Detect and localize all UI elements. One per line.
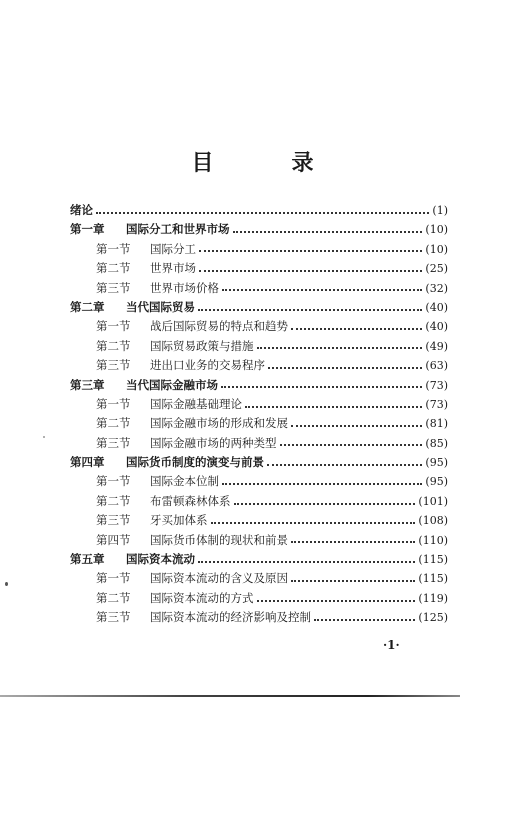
dot-leader <box>233 231 423 233</box>
toc-entry-title: 布雷顿森林体系 <box>150 493 231 508</box>
toc-entry-title: 国际资本流动的方式 <box>150 590 254 605</box>
toc-page-number: (95) <box>425 475 448 489</box>
toc-entry-number: 第一节 <box>96 319 131 334</box>
toc-page-number: (81) <box>425 417 448 431</box>
toc-page-number: (1) <box>432 204 448 217</box>
toc-entry-number: 第一节 <box>96 241 131 256</box>
dot-leader <box>234 503 416 505</box>
toc-entry-title: 国际资本流动的经济影响及控制 <box>150 610 311 625</box>
toc-section-row <box>70 317 448 336</box>
toc-page-number: (115) <box>418 553 448 567</box>
toc-entry-title: 国际金融市场的形成和发展 <box>150 416 288 431</box>
toc-entry-title: 当代国际贸易 <box>126 299 195 314</box>
dot-leader <box>222 483 422 485</box>
toc-entry-title: 国际资本流动 <box>126 552 195 567</box>
toc-page-number: (40) <box>425 300 448 314</box>
table-of-contents <box>70 201 448 628</box>
dot-leader <box>291 541 415 543</box>
toc-section-row <box>70 414 448 433</box>
toc-entry-title: 国际分工 <box>150 241 196 256</box>
page-bottom-rule <box>0 695 460 697</box>
toc-entry-number: 第二节 <box>96 416 131 431</box>
dot-leader <box>291 425 422 427</box>
toc-entry-number: 第一节 <box>96 396 131 411</box>
toc-entry-title: 国际金融基础理论 <box>150 396 242 411</box>
toc-entry-number: 第三节 <box>96 513 131 528</box>
toc-entry-number: 第二节 <box>96 493 131 508</box>
dot-leader <box>96 212 429 214</box>
toc-entry-number: 第四节 <box>96 532 131 547</box>
toc-title: 目 录 <box>191 151 342 176</box>
toc-entry-number: 第一章 <box>70 222 105 237</box>
toc-entry-title: 进出口业务的交易程序 <box>150 358 265 373</box>
toc-section-row <box>70 608 448 627</box>
toc-page-number: (95) <box>425 456 448 470</box>
toc-section-row <box>70 395 448 414</box>
toc-entry-title: 世界市场价格 <box>150 280 219 295</box>
dot-leader <box>267 464 422 466</box>
toc-page-number: (73) <box>425 397 448 411</box>
toc-entry-title: 国际分工和世界市场 <box>126 222 230 237</box>
toc-section-row <box>70 589 448 608</box>
toc-section-row <box>70 472 448 491</box>
toc-page-number: (10) <box>425 223 448 237</box>
toc-entry-number: 第三节 <box>96 280 131 295</box>
toc-section-row <box>70 337 448 356</box>
toc-entry-title: 国际资本流动的含义及原因 <box>150 571 288 586</box>
toc-chapter-row <box>70 201 448 220</box>
toc-entry-number: 第三节 <box>96 435 131 450</box>
toc-section-row <box>70 531 448 550</box>
toc-chapter-row <box>70 550 448 569</box>
toc-entry-title: 国际金融市场的两种类型 <box>150 435 277 450</box>
toc-page-number: (125) <box>418 611 448 625</box>
toc-entry-title: 当代国际金融市场 <box>126 377 218 392</box>
toc-entry-number: 第一节 <box>96 571 131 586</box>
dot-leader <box>199 270 422 272</box>
toc-entry-number: 第三章 <box>70 377 105 392</box>
toc-section-row <box>70 240 448 259</box>
toc-page-number: (63) <box>425 359 448 373</box>
toc-entry-title: 绪论 <box>70 203 93 217</box>
toc-page-number: (49) <box>425 339 448 353</box>
toc-page-number: (40) <box>425 320 448 334</box>
dot-leader <box>291 328 422 330</box>
toc-entry-number: 第二章 <box>70 299 105 314</box>
toc-entry-number: 第四章 <box>70 455 105 470</box>
toc-chapter-row <box>70 453 448 472</box>
toc-entry-title: 牙买加体系 <box>150 513 208 528</box>
toc-section-row <box>70 569 448 588</box>
scan-speck <box>5 582 8 586</box>
toc-entry-number: 第五章 <box>70 552 105 567</box>
dot-leader <box>280 444 423 446</box>
toc-entry-title: 世界市场 <box>150 261 196 276</box>
dot-leader <box>268 367 422 369</box>
toc-entry-title: 国际贸易政策与措施 <box>150 338 254 353</box>
toc-entry-title: 战后国际贸易的特点和趋势 <box>150 319 288 334</box>
dot-leader <box>291 580 415 582</box>
toc-entry-number: 第一节 <box>96 474 131 489</box>
dot-leader <box>257 347 423 349</box>
toc-entry-title: 国际金本位制 <box>150 474 219 489</box>
toc-section-row <box>70 259 448 278</box>
dot-leader <box>314 619 415 621</box>
toc-entry-number: 第三节 <box>96 358 131 373</box>
dot-leader <box>198 309 422 311</box>
dot-leader <box>257 600 416 602</box>
dot-leader <box>221 386 422 388</box>
toc-section-row <box>70 434 448 453</box>
toc-section-row <box>70 279 448 298</box>
toc-entry-number: 第二节 <box>96 261 131 276</box>
toc-entry-number: 第三节 <box>96 610 131 625</box>
toc-entry-title: 国际货币体制的现状和前景 <box>150 532 288 547</box>
dot-leader <box>198 561 415 563</box>
dot-leader <box>222 289 422 291</box>
toc-page-number: (85) <box>425 436 448 450</box>
toc-page-number: (101) <box>418 494 448 508</box>
toc-section-row <box>70 492 448 511</box>
toc-entry-number: 第二节 <box>96 338 131 353</box>
toc-page-number: (108) <box>418 514 448 528</box>
toc-page-number: (25) <box>425 262 448 276</box>
toc-chapter-row <box>70 298 448 317</box>
toc-page-number: (115) <box>418 572 448 586</box>
toc-page-number: (73) <box>425 378 448 392</box>
dot-leader <box>199 250 422 252</box>
toc-chapter-row <box>70 376 448 395</box>
dot-leader <box>245 406 422 408</box>
toc-chapter-row <box>70 220 448 239</box>
toc-page-number: (110) <box>418 533 448 547</box>
dot-leader <box>211 522 416 524</box>
toc-section-row <box>70 356 448 375</box>
toc-page-number: (119) <box>418 591 448 605</box>
toc-page-number: (10) <box>425 242 448 256</box>
toc-section-row <box>70 511 448 530</box>
toc-page-number: (32) <box>425 281 448 295</box>
scan-speck <box>43 436 45 438</box>
page-number: ·1· <box>383 638 400 652</box>
toc-entry-title: 国际货币制度的演变与前景 <box>126 455 264 470</box>
toc-entry-number: 第二节 <box>96 590 131 605</box>
